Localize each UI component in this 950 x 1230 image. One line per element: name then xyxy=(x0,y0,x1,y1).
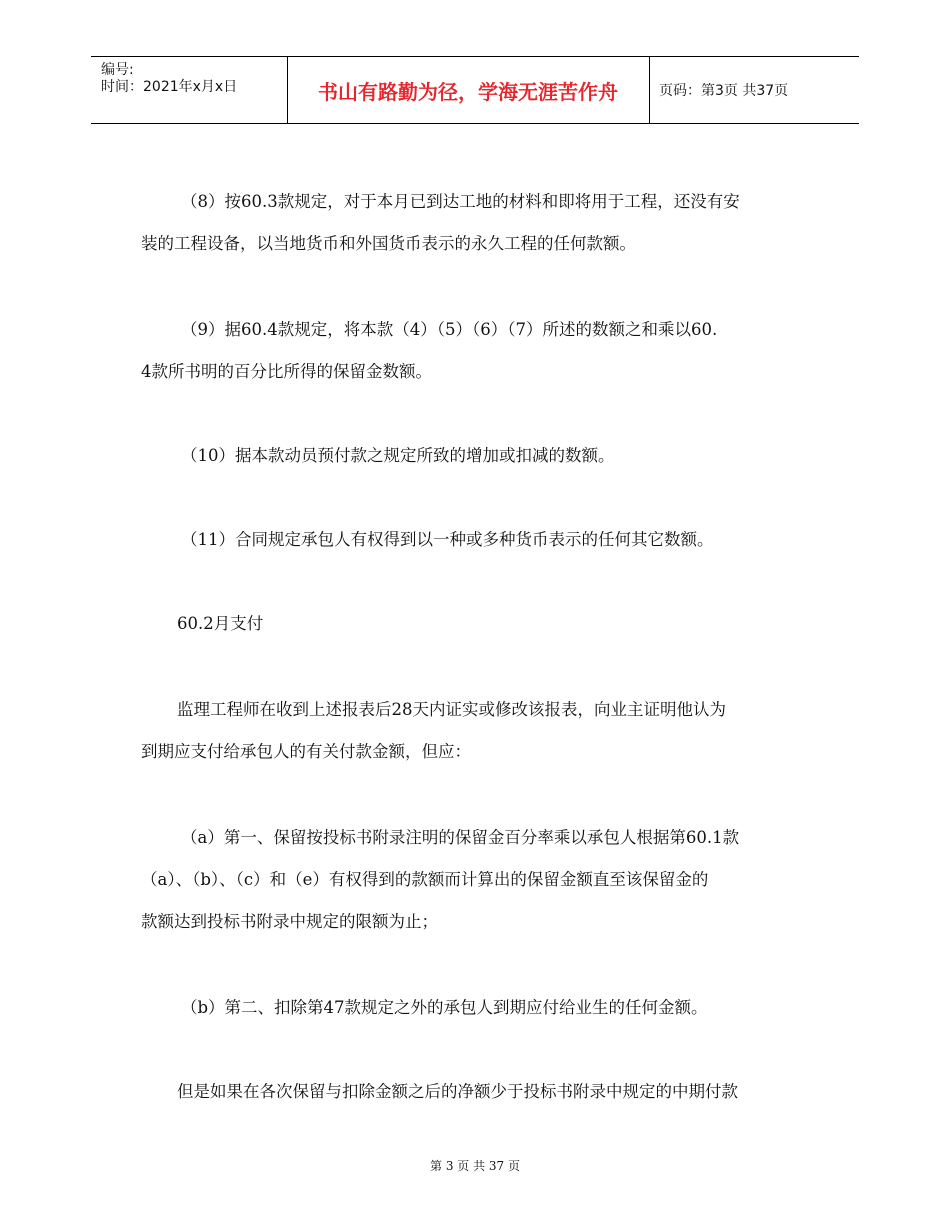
body-line: （b）第二、扣除第47款规定之外的承包人到期应付给业生的任何金额。 xyxy=(181,998,708,1017)
time-label: 时间：2021年x月x日 xyxy=(101,79,238,95)
body-line: （a）、（b）、（c）和（e）有权得到的款额而计算出的保留金额直至该保留金的 xyxy=(141,870,709,889)
header-motto: 书山有路勤为径，学海无涯苦作舟 xyxy=(287,57,650,123)
body-line: 4款所书明的百分比所得的保留金数额。 xyxy=(141,362,432,381)
header-page-info: 页码：第3页 共37页 xyxy=(659,83,789,99)
body-line: 但是如果在各次保留与扣除金额之后的净额少于投标书附录中规定的中期付款 xyxy=(177,1082,738,1101)
section-heading: 60.2月支付 xyxy=(177,614,264,633)
page-footer: 第 3 页 共 37 页 xyxy=(430,1159,520,1173)
body-line: 款额达到投标书附录中规定的限额为止； xyxy=(141,912,438,931)
number-label: 编号: xyxy=(101,62,134,78)
body-line: （8）按60.3款规定，对于本月已到达工地的材料和即将用于工程，还没有安 xyxy=(181,192,740,211)
body-line: （11）合同规定承包人有权得到以一种或多种货币表示的任何其它数额。 xyxy=(181,530,714,549)
body-line: 到期应支付给承包人的有关付款金额，但应： xyxy=(141,742,471,761)
body-line: （a）第一、保留按投标书附录注明的保留金百分率乘以承包人根据第60.1款 xyxy=(181,828,740,847)
body-line: 装的工程设备，以当地货币和外国货币表示的永久工程的任何款额。 xyxy=(141,234,636,253)
header-page-info-cell xyxy=(650,57,859,123)
body-line: 监理工程师在收到上述报表后28天内证实或修改该报表，向业主证明他认为 xyxy=(177,700,726,719)
body-line: （9）据60.4款规定，将本款（4）（5）（6）（7）所述的数额之和乘以60. xyxy=(181,320,718,339)
page-header xyxy=(91,56,859,124)
header-meta-cell xyxy=(91,57,288,123)
body-line: （10）据本款动员预付款之规定所致的增加或扣减的数额。 xyxy=(181,446,615,465)
